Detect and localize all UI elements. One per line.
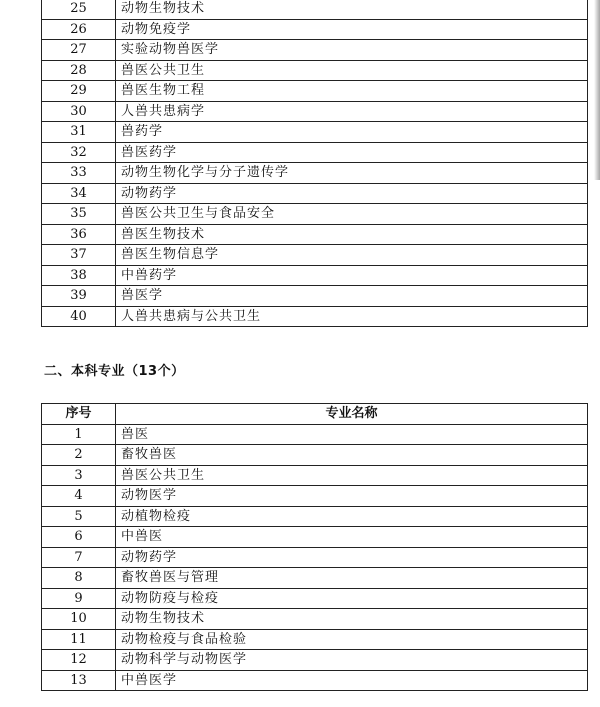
table-row <box>42 122 588 143</box>
row-serial-number: 40 <box>42 306 116 327</box>
table-row <box>42 547 588 568</box>
row-major-name: 动物检疫与食品检验 <box>116 629 588 650</box>
table-row <box>42 306 588 327</box>
table-row <box>42 163 588 184</box>
row-serial-number: 28 <box>42 60 116 81</box>
row-major-name: 中兽药学 <box>116 265 588 286</box>
table-row <box>42 81 588 102</box>
row-serial-number: 11 <box>42 629 116 650</box>
row-major-name: 兽医生物工程 <box>116 81 588 102</box>
table-row <box>42 670 588 691</box>
page-edge-shadow <box>594 0 600 180</box>
row-serial-number: 27 <box>42 40 116 61</box>
row-major-name: 动物生物技术 <box>116 0 588 19</box>
row-serial-number: 7 <box>42 547 116 568</box>
table-row <box>42 588 588 609</box>
header-major-name: 专业名称 <box>116 404 588 425</box>
row-serial-number: 33 <box>42 163 116 184</box>
table-header-row <box>42 404 588 425</box>
table-row <box>42 101 588 122</box>
table-row <box>42 506 588 527</box>
row-major-name: 动物免疫学 <box>116 19 588 40</box>
row-serial-number: 38 <box>42 265 116 286</box>
table-row <box>42 60 588 81</box>
undergraduate-majors-table <box>41 403 588 691</box>
table-row <box>42 568 588 589</box>
table-row <box>42 650 588 671</box>
row-major-name: 动物药学 <box>116 183 588 204</box>
majors-table-continued <box>41 0 588 327</box>
undergraduate-majors-table-body <box>42 424 588 691</box>
row-serial-number: 3 <box>42 465 116 486</box>
table-row <box>42 465 588 486</box>
row-major-name: 兽医药学 <box>116 142 588 163</box>
row-major-name: 兽医生物信息学 <box>116 245 588 266</box>
table-row <box>42 424 588 445</box>
row-major-name: 人兽共患病与公共卫生 <box>116 306 588 327</box>
table-row <box>42 609 588 630</box>
row-serial-number: 26 <box>42 19 116 40</box>
majors-table-continued-body <box>42 0 588 327</box>
table-row <box>42 183 588 204</box>
section-heading-undergraduate: 二、本科专业（13个） <box>44 364 185 379</box>
row-major-name: 兽医公共卫生与食品安全 <box>116 204 588 225</box>
row-major-name: 动物防疫与检疫 <box>116 588 588 609</box>
row-major-name: 动物科学与动物医学 <box>116 650 588 671</box>
table-row <box>42 19 588 40</box>
row-major-name: 动物医学 <box>116 486 588 507</box>
row-major-name: 畜牧兽医与管理 <box>116 568 588 589</box>
row-serial-number: 4 <box>42 486 116 507</box>
row-serial-number: 25 <box>42 0 116 19</box>
row-serial-number: 29 <box>42 81 116 102</box>
table-row <box>42 142 588 163</box>
table-row <box>42 486 588 507</box>
row-major-name: 动植物检疫 <box>116 506 588 527</box>
row-major-name: 畜牧兽医 <box>116 445 588 466</box>
row-serial-number: 36 <box>42 224 116 245</box>
table-row <box>42 265 588 286</box>
row-serial-number: 1 <box>42 424 116 445</box>
row-major-name: 中兽医学 <box>116 670 588 691</box>
row-serial-number: 13 <box>42 670 116 691</box>
table-row <box>42 629 588 650</box>
row-major-name: 兽药学 <box>116 122 588 143</box>
table-row <box>42 527 588 548</box>
table-row <box>42 40 588 61</box>
row-serial-number: 32 <box>42 142 116 163</box>
table-row <box>42 224 588 245</box>
row-major-name: 动物生物化学与分子遗传学 <box>116 163 588 184</box>
row-serial-number: 12 <box>42 650 116 671</box>
table-row <box>42 445 588 466</box>
row-major-name: 动物生物技术 <box>116 609 588 630</box>
row-serial-number: 31 <box>42 122 116 143</box>
row-major-name: 中兽医 <box>116 527 588 548</box>
row-major-name: 实验动物兽医学 <box>116 40 588 61</box>
table-row <box>42 245 588 266</box>
row-serial-number: 2 <box>42 445 116 466</box>
row-serial-number: 34 <box>42 183 116 204</box>
row-major-name: 兽医公共卫生 <box>116 465 588 486</box>
table-row <box>42 204 588 225</box>
row-serial-number: 35 <box>42 204 116 225</box>
row-major-name: 兽医学 <box>116 286 588 307</box>
row-serial-number: 10 <box>42 609 116 630</box>
row-serial-number: 5 <box>42 506 116 527</box>
row-major-name: 人兽共患病学 <box>116 101 588 122</box>
row-major-name: 动物药学 <box>116 547 588 568</box>
row-serial-number: 30 <box>42 101 116 122</box>
row-serial-number: 37 <box>42 245 116 266</box>
row-major-name: 兽医公共卫生 <box>116 60 588 81</box>
row-serial-number: 6 <box>42 527 116 548</box>
table-row <box>42 0 588 19</box>
row-serial-number: 39 <box>42 286 116 307</box>
row-major-name: 兽医生物技术 <box>116 224 588 245</box>
row-serial-number: 8 <box>42 568 116 589</box>
header-serial-number: 序号 <box>42 404 116 425</box>
row-major-name: 兽医 <box>116 424 588 445</box>
table-row <box>42 286 588 307</box>
row-serial-number: 9 <box>42 588 116 609</box>
